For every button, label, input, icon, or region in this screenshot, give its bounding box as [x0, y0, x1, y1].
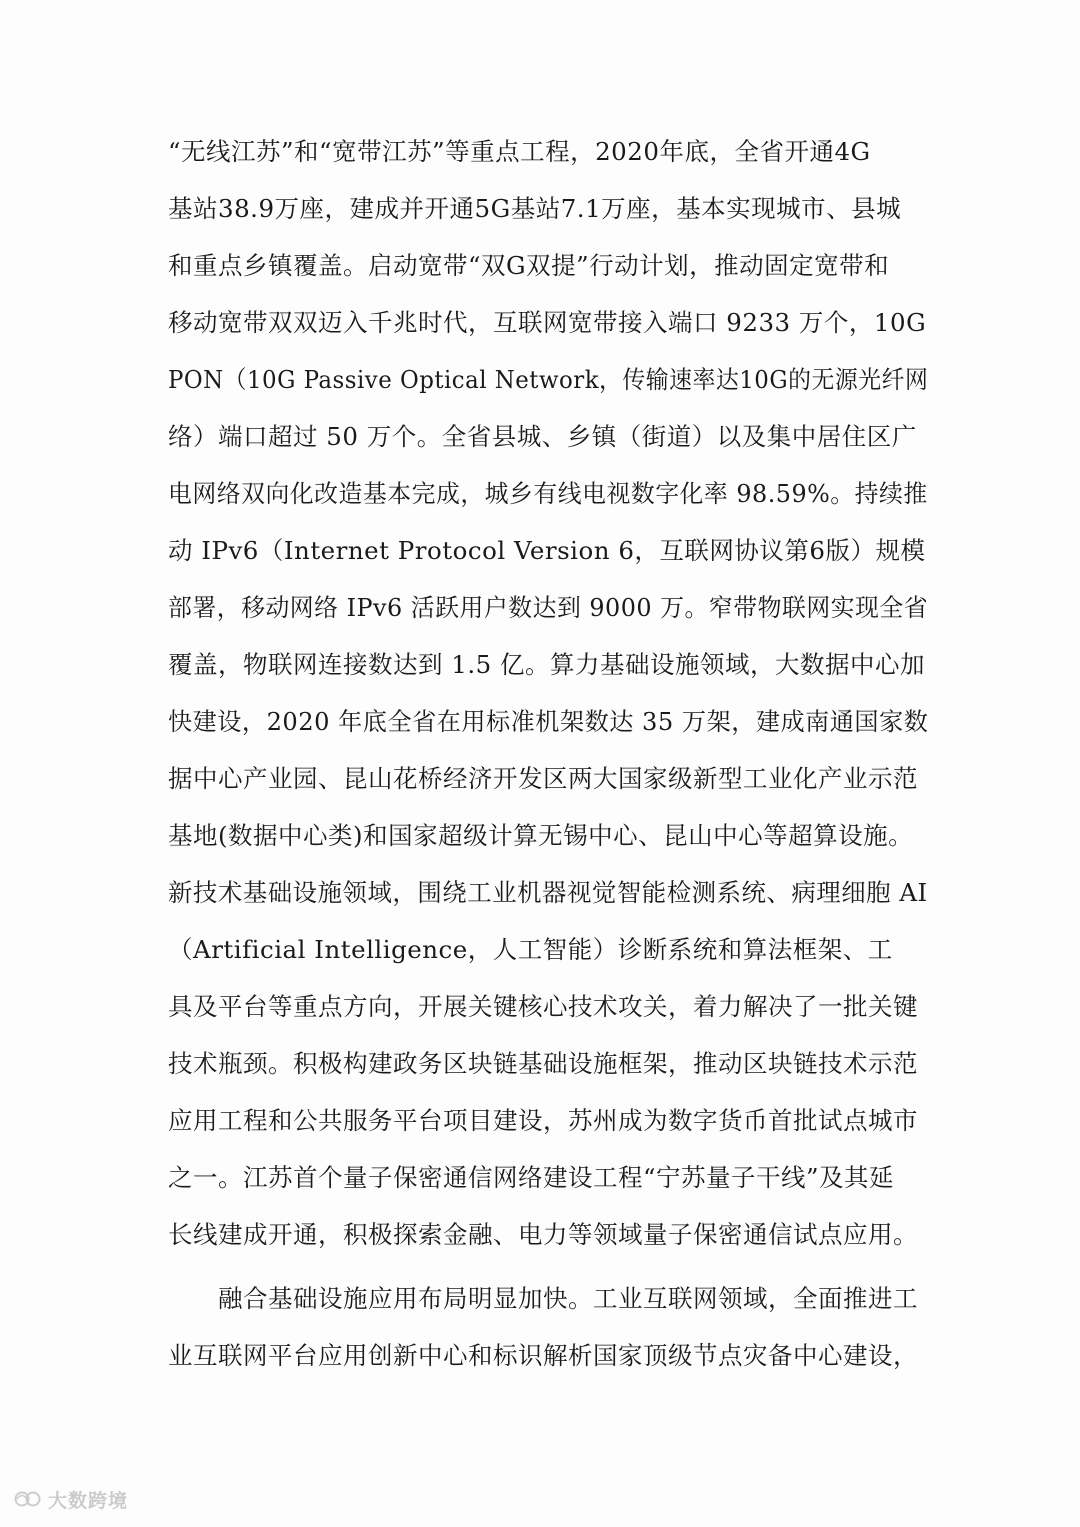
- text-line: 技术瓶颈。积极构建政务区块链基础设施框架，推动区块链技术示范: [168, 1049, 918, 1078]
- watermark: [14, 1485, 128, 1513]
- text-line: 快建设，2020 年底全省在用标准机架数达 35 万架，建成南通国家数: [168, 707, 929, 736]
- text-line: 基地(数据中心类)和国家超级计算无锡中心、昆山中心等超算设施。: [168, 821, 914, 850]
- text-line: “无线江苏”和“宽带江苏”等重点工程，2020年底，全省开通4G: [168, 137, 871, 166]
- text-line: 长线建成开通，积极探索金融、电力等领域量子保密通信试点应用。: [168, 1220, 918, 1249]
- text-line: 业互联网平台应用创新中心和标识解析国家顶级节点灾备中心建设，: [168, 1341, 918, 1370]
- text-line: 融合基础设施应用布局明显加快。工业互联网领域，全面推进工: [168, 1284, 918, 1313]
- text-line: PON（10G Passive Optical Network，传输速率达10G的无源光纤网: [168, 365, 929, 394]
- text-line: 新技术基础设施领域，围绕工业机器视觉智能检测系统、病理细胞 AI: [168, 878, 928, 907]
- text-line: 部署，移动网络 IPv6 活跃用户数达到 9000 万。窄带物联网实现全省: [168, 593, 929, 622]
- text-line: 之一。江苏首个量子保密通信网络建设工程“宁苏量子干线”及其延: [168, 1163, 895, 1192]
- text-line: 电网络双向化改造基本完成，城乡有线电视数字化率 98.59%。持续推: [168, 479, 928, 508]
- watermark-text: 大数跨境: [48, 1489, 129, 1512]
- text-line: （Artificial Intelligence，人工智能）诊断系统和算法框架、工: [168, 935, 893, 964]
- text-line: 移动宽带双双迈入千兆时代，互联网宽带接入端口 9233 万个，10G: [168, 308, 927, 337]
- text-line: 和重点乡镇覆盖。启动宽带“双G双提”行动计划，推动固定宽带和: [168, 251, 890, 280]
- text-line: 络）端口超过 50 万个。全省县城、乡镇（街道）以及集中居住区广: [168, 422, 917, 451]
- logo-icon: [14, 1488, 42, 1510]
- text-line: 覆盖，物联网连接数达到 1.5 亿。算力基础设施领域，大数据中心加: [168, 650, 926, 679]
- text-line: 动 IPv6（Internet Protocol Version 6，互联网协议第6版）规模: [168, 536, 926, 565]
- text-line: 应用工程和公共服务平台项目建设，苏州成为数字货币首批试点城市: [168, 1106, 918, 1135]
- text-line: 据中心产业园、昆山花桥经济开发区两大国家级新型工业化产业示范: [168, 764, 918, 793]
- text-line: 具及平台等重点方向，开展关键核心技术攻关，着力解决了一批关键: [168, 992, 918, 1021]
- text-line: 基站38.9万座，建成并开通5G基站7.1万座，基本实现城市、县城: [168, 194, 902, 223]
